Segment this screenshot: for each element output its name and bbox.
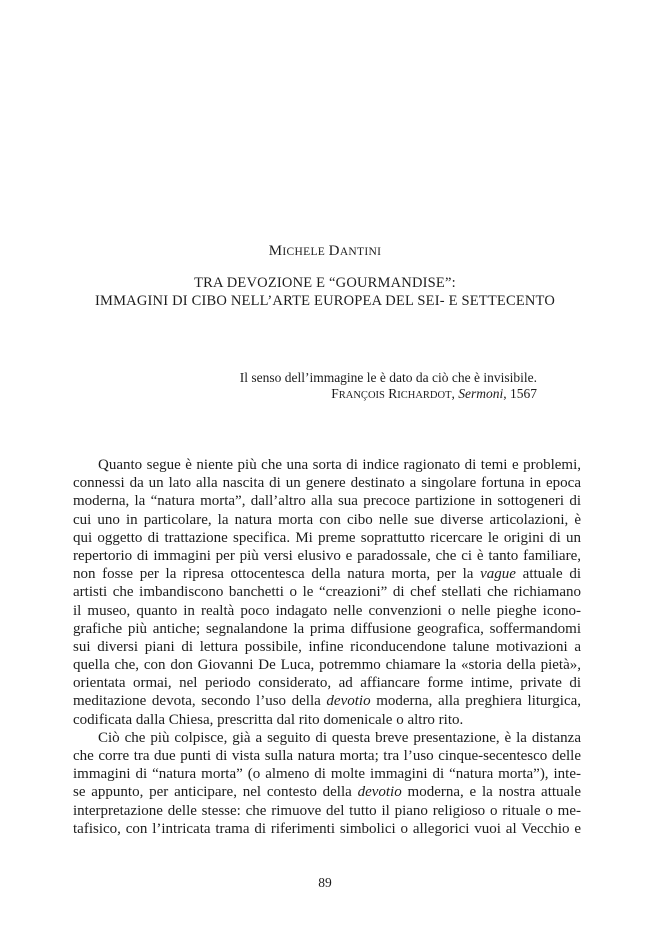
- paragraph-1-line: moderna, la “natura morta”, dall’altro alla sua precoce partizione in sottogeneri di: [73, 493, 581, 510]
- paragraph-1-line: codificata dalla Chiesa, prescritta dal rito domenicale o altro rito.: [73, 711, 464, 728]
- paragraph-2-line: Ciò che più colpisce, già a seguito di questa breve presentazione, è la distanza: [98, 729, 581, 746]
- paragraph-1-line: connessi da un lato alla nascita di un genere destinato a singolare fortuna in epoca: [73, 475, 581, 492]
- paragraph-2-line: immagini di “natura morta” (o almeno di molte immagini di “natura morta”), inte-: [73, 766, 581, 783]
- paragraph-2-line: interpretazione delle stesse: che rimuove del tutto il piano religioso o rituale o me-: [73, 802, 581, 819]
- paragraph-2-line: che corre tra due punti di vista sulla natura morta; tra l’uso cinque-secentesco delle: [73, 748, 581, 764]
- paragraph-1-line: qui oggetto di trattazione specifica. Mi preme soprattutto ricercare le origini di un: [73, 529, 581, 546]
- chapter-title: [0, 274, 650, 310]
- paragraph-1-line: quella che, con don Giovanni De Luca, potremmo chiamare la «storia della pietà»,: [73, 657, 581, 674]
- paragraph-1-line: repertorio di immagini per più versi elusivo e paradossale, che ci è tanto familiare,: [73, 547, 581, 564]
- paragraph-1-line: cui uno in particolare, la natura morta con cibo nelle sue diverse articolazioni, è: [73, 511, 581, 528]
- chapter-author: MICHELE DANTINI: [268, 243, 382, 259]
- epigraph-quote: Il senso dell’immagine le è dato da ciò che è invisibile.: [239, 370, 537, 385]
- paragraph-2-line: tafisico, con l’intricata trama di riferimenti simbolici o allegorici vuoi al Vecchio e: [73, 820, 581, 837]
- paragraph-1-line: Quanto segue è niente più che una sorta di indice ragionato di temi e problemi,: [98, 457, 581, 473]
- paragraph-1-line: grafiche più antiche; segnalandone la prima diffusione geografica, soffermandomi: [73, 620, 581, 637]
- italic-term: devotio: [357, 784, 402, 801]
- paragraph-1-line: meditazione devota, secondo l’uso della devotio moderna, alla preghiera liturgica,: [73, 693, 582, 710]
- paragraph-2-line: se appunto, per anticipare, nel contesto della devotio moderna, e la nostra attuale: [73, 784, 582, 801]
- epigraph-work: Sermoni: [458, 386, 504, 401]
- chapter-title-line-2: IMMAGINI DI CIBO NELL’ARTE EUROPEA DEL SEI- E SETTECENTO: [94, 293, 556, 309]
- page-number: 89: [318, 875, 332, 890]
- epigraph: [240, 370, 537, 404]
- paragraph-1-line: non fosse per la ripresa ottocentesca della natura morta, per la vague attuale di: [73, 566, 581, 583]
- chapter-title-line-1: TRA DEVOZIONE E “GOURMANDISE”:: [194, 275, 456, 291]
- italic-term: devotio: [326, 693, 371, 710]
- paragraph-1-line: sui diversi piani di lettura possibile, infine riconducendone talune motivazioni a: [73, 638, 581, 655]
- paragraph-1-line: il museo, quanto in realtà poco indagato nelle convenzioni o nelle pieghe icono-: [73, 602, 581, 619]
- body-text: [73, 456, 581, 838]
- paragraph-1-line: artisti che imbandiscono banchetti o le “creazioni” di chef stellati che richiamano: [73, 584, 581, 601]
- epigraph-attribution: FRANÇOIS RICHARDOT, Sermoni, 1567: [331, 386, 537, 401]
- paragraph-1-line: orientata ormai, nel periodo considerato, ad affiancare forme intime, private di: [73, 675, 581, 692]
- italic-term: vague: [480, 566, 516, 583]
